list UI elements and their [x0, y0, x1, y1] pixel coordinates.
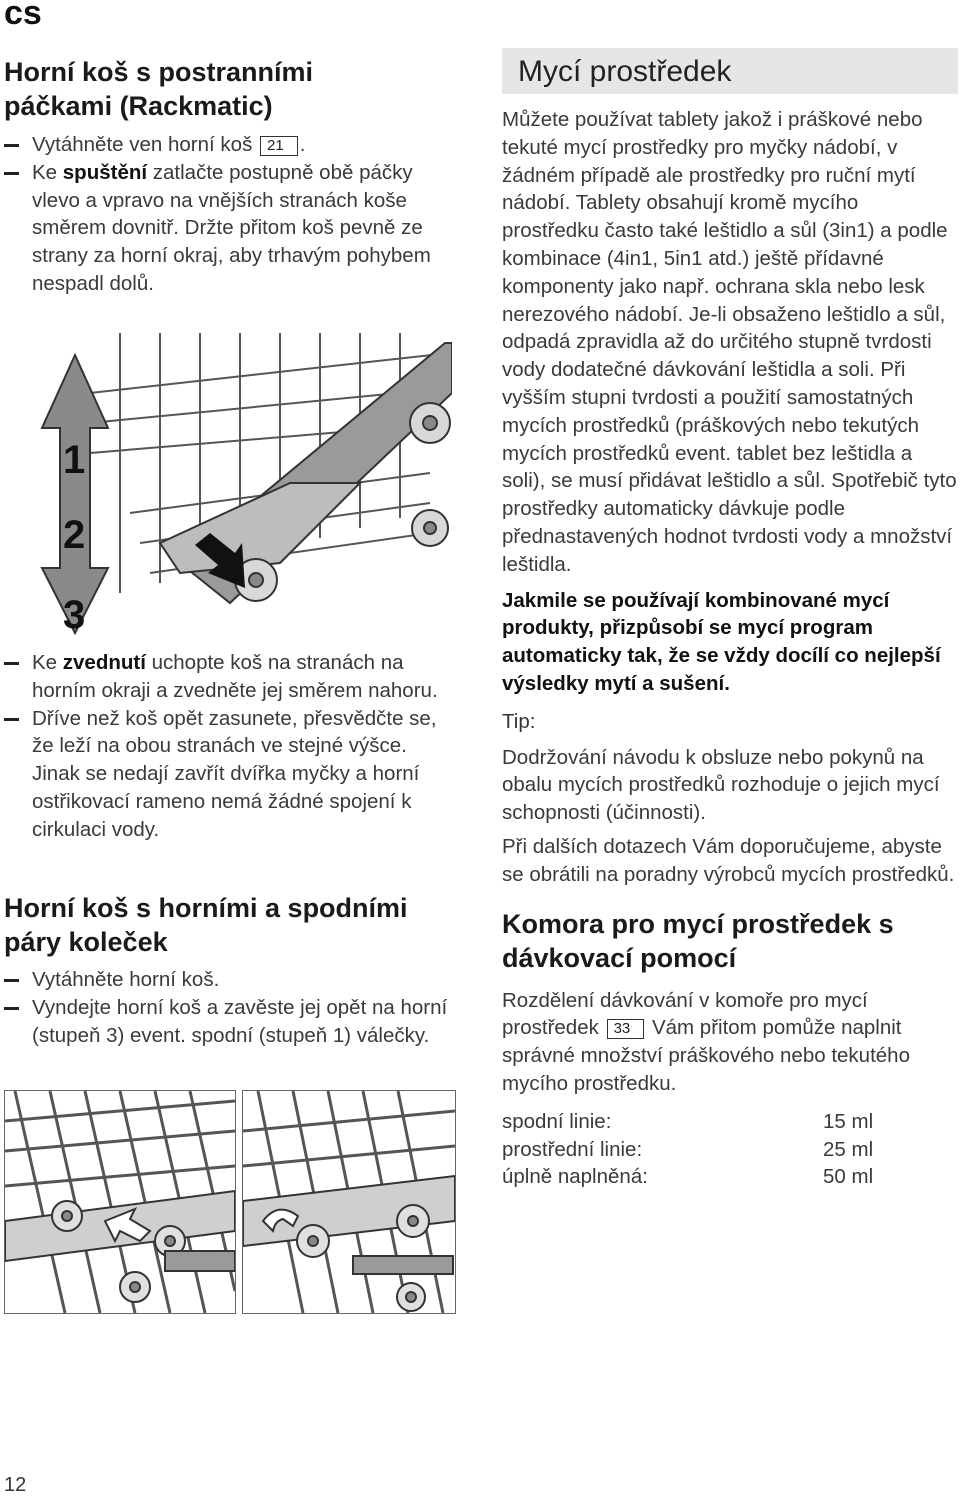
list-item: Vytáhněte horní koš. — [4, 966, 459, 994]
basket-drawing-2 — [243, 1091, 455, 1313]
rackmatic-steps — [4, 131, 459, 298]
left-column — [4, 55, 459, 1047]
step-text: Ke — [32, 651, 63, 674]
list-item: Vyndejte horní koš a zavěste jej opět na horní (stupeň 3) event. spodní (stupeň 1) válečky. — [4, 994, 459, 1050]
section-title-chamber: Komora pro mycí prostředek s dávkovací pomocí — [502, 908, 894, 973]
step-text-end: . — [299, 133, 306, 156]
basket-drawing-1 — [5, 1091, 235, 1313]
section-title-detergent: Mycí prostředek — [518, 55, 732, 88]
wheels-steps — [4, 966, 459, 1049]
chamber-paragraph — [502, 987, 958, 1098]
dosing-row — [502, 1136, 958, 1164]
basket-upper-wheels-illustration — [242, 1090, 456, 1314]
part-reference: 21 — [260, 136, 298, 156]
dosing-label: spodní linie: — [502, 1109, 612, 1133]
dosing-value: 25 ml — [823, 1137, 874, 1161]
part-reference: 33 — [607, 1019, 645, 1039]
step-keyword: spuštění — [62, 160, 148, 184]
rackmatic-steps-2 — [4, 649, 459, 844]
list-item — [4, 649, 459, 705]
step-text-end: uchopte koš na stranách na horním okraji a zvedněte jej směrem nahoru. — [32, 651, 438, 702]
dosing-row — [502, 1163, 958, 1191]
rackmatic-illustration — [30, 333, 452, 635]
step-text-end: zatlačte postupně obě páčky vlevo a vpravo na vnějších stranách koše směrem dovnitř. Držte přitom koš pevně ze strany za horní okraj, aby trhavým pohybem nespadl dolů. — [32, 160, 431, 295]
step-label-2: 2 — [63, 513, 86, 557]
dosing-value: 15 ml — [823, 1109, 874, 1133]
section-title-wheels: Horní koš s horními a spodními páry koleček — [4, 893, 408, 957]
dosing-label: úplně naplněná: — [502, 1165, 648, 1189]
list-item: Dříve než koš opět zasunete, přesvědčte se, že leží na obou stranách ve stejné výšce. Jinak se nedají zavřít dvířka myčky a horní ostřikovací rameno nemá žádné spojení k cirkulaci vody. — [4, 705, 459, 844]
step-text: Ke — [32, 160, 63, 184]
step-keyword: zvednutí — [62, 651, 146, 674]
list-item — [4, 159, 459, 298]
basket-lower-wheels-illustration — [4, 1090, 236, 1314]
chamber-text-end: Vám přitom pomůže naplnit správné množství práškového nebo tekutého mycího prostředku. — [502, 1016, 910, 1095]
step-label-1: 1 — [63, 438, 86, 482]
detergent-paragraph: Můžete používat tablety jakož i práškové nebo tekuté mycí prostředky pro myčky nádobí, v žádném případě ale prostředky pro ruční mytí nádobí. Tablety obsahují kromě mycího prostředku často také leštidlo a sůl (3in1) a podle kombinace (4in1, 5in1 atd.) ještě přídavné komponenty jako např. ochrana skla nebo lesk nerezového nádobí. Je-li obsaženo leštidlo a sůl, odpadá zpravidla až do určitého stupně tvrdosti vody dodatečné dávkování leštidla a soli. Při vyšším stupni tvrdosti a použití samostatných mycích prostředků (práškových nebo tekutých mycích prostředků event. tablet bez leštidla a soli), se musí přidávat leštidlo a sůl. Spotřebič tyto prostředky automaticky dávkuje podle přednastavených hodnot tvrdosti vody a množství leštidla. — [502, 108, 957, 576]
dosing-table — [502, 1108, 958, 1191]
dosing-row — [502, 1108, 958, 1136]
step-text: Vytáhněte ven horní koš — [32, 133, 253, 156]
dosing-value: 50 ml — [823, 1165, 874, 1189]
list-item — [4, 131, 459, 159]
tip-text-1: Dodržování návodu k obsluze nebo pokynů na obalu mycích prostředků rozhoduje o jejich mycí schopnosti (účinnosti). — [502, 745, 940, 825]
dosing-label: prostřední linie: — [502, 1137, 643, 1161]
tip-label: Tip: — [502, 709, 536, 733]
chamber-text: Rozdělení dávkování v komoře pro mycí prostředek — [502, 988, 868, 1040]
combination-note: Jakmile se používají kombinované mycí produkty, přizpůsobí se mycí program automaticky tak, že se vždy docílí co nejlepší výsledky mytí a sušení. — [502, 588, 941, 695]
page-number: 12 — [4, 1474, 27, 1496]
rack-lever-drawing — [30, 333, 452, 635]
tip-text-2: Při dalších dotazech Vám doporučujeme, abyste se obrátili na poradny výrobců mycích prostředků. — [502, 834, 955, 886]
step-label-3: 3 — [63, 593, 86, 635]
language-code: cs — [4, 0, 42, 32]
section-title-box — [502, 48, 958, 94]
right-column — [502, 48, 958, 1191]
section-title-rackmatic: Horní koš s postranními páčkami (Rackmatic) — [4, 57, 314, 121]
